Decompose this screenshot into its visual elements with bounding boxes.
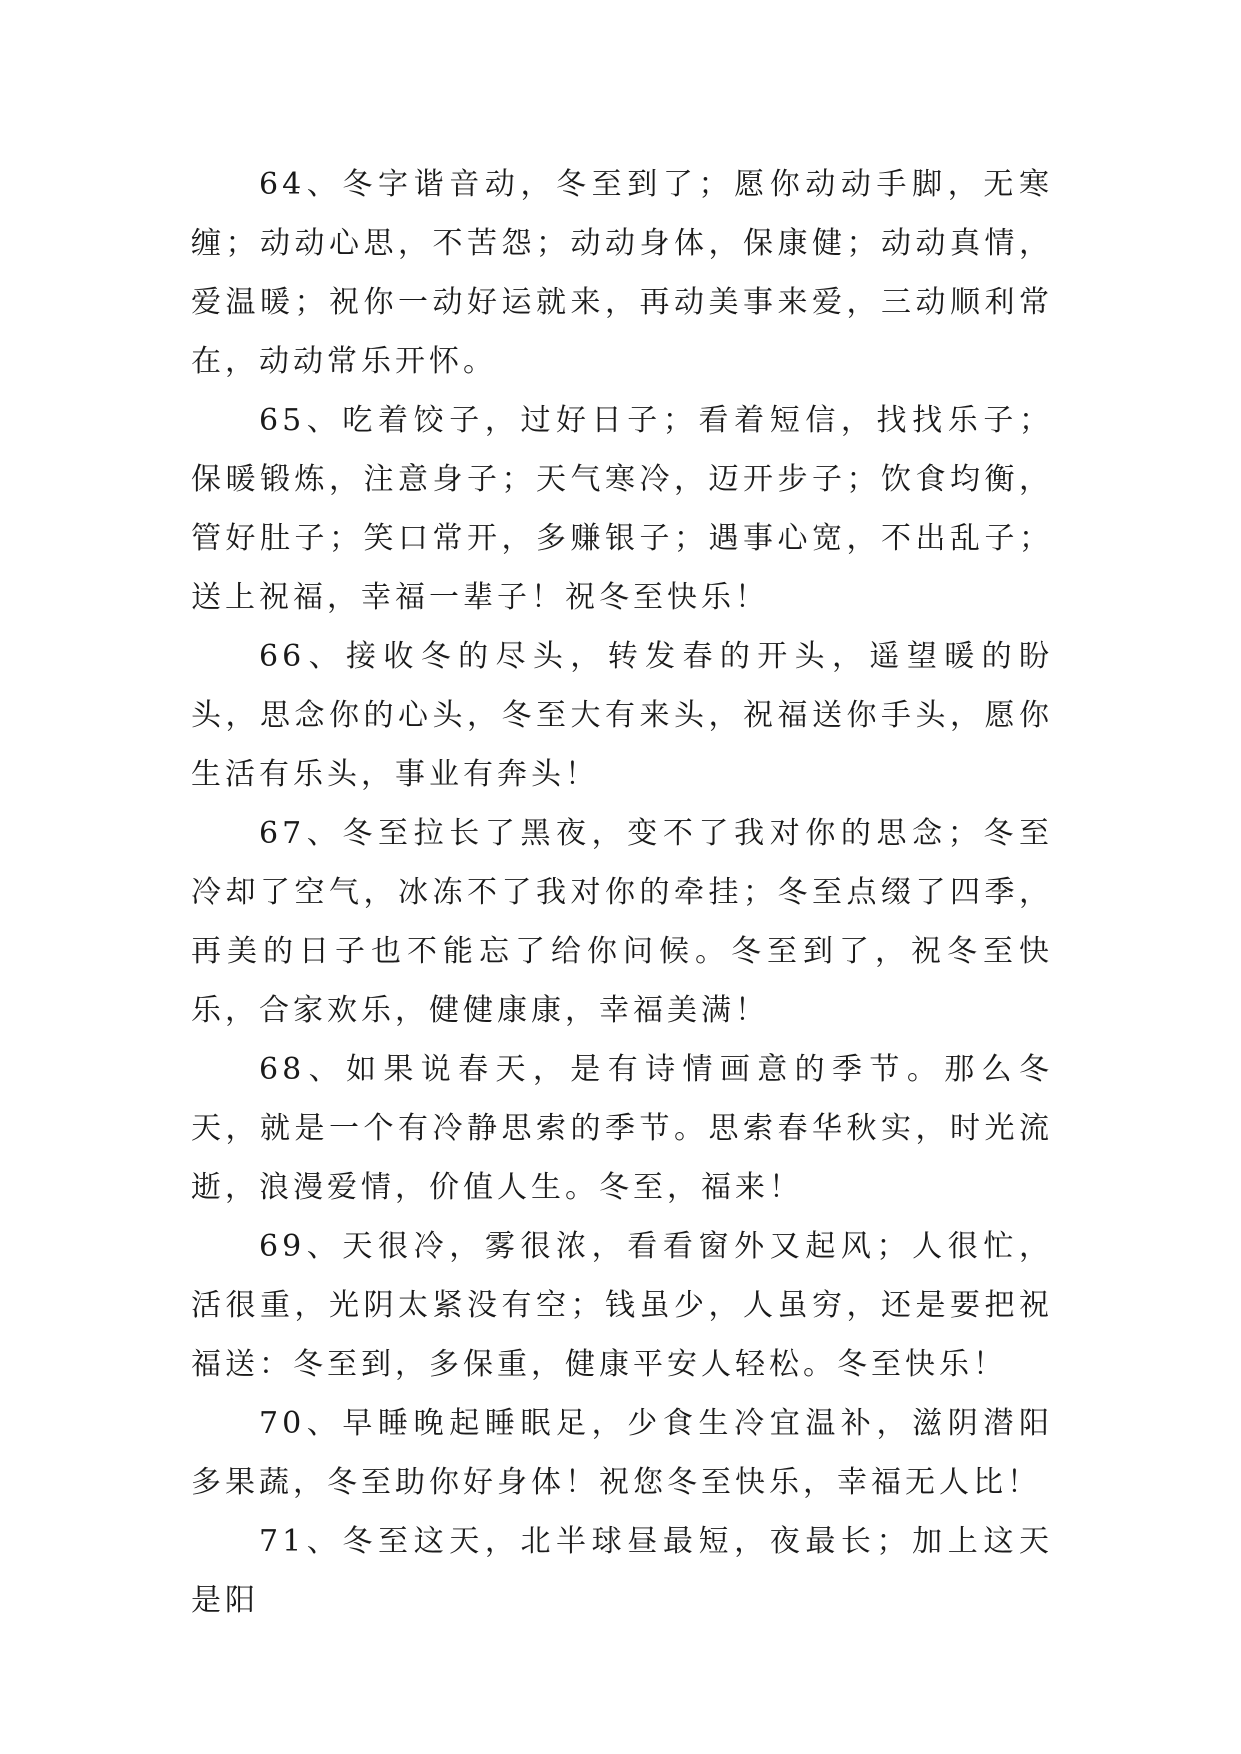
paragraph-65: 65、吃着饺子，过好日子；看着短信，找找乐子；保暖锻炼，注意身子；天气寒冷，迈开步子；饮食均衡，管好肚子；笑口常开，多赚银子；遇事心宽，不出乱子；送上祝福，幸福一辈子！祝冬至快乐！ bbox=[191, 403, 1053, 615]
paragraph-71: 71、冬至这天，北半球昼最短，夜最长；加上这天是阳 bbox=[191, 1524, 1053, 1618]
document-body bbox=[191, 155, 1053, 1630]
paragraph-64: 64、冬字谐音动，冬至到了；愿你动动手脚，无寒缠；动动心思，不苦怨；动动身体，保康健；动动真情，爱温暖；祝你一动好运就来，再动美事来爱，三动顺利常在，动动常乐开怀。 bbox=[191, 167, 1053, 379]
paragraph-66: 66、接收冬的尽头，转发春的开头，遥望暖的盼头，思念你的心头，冬至大有来头，祝福送你手头，愿你生活有乐头，事业有奔头！ bbox=[191, 639, 1053, 792]
paragraph-69: 69、天很冷，雾很浓，看看窗外又起风；人很忙，活很重，光阴太紧没有空；钱虽少，人虽穷，还是要把祝福送：冬至到，多保重，健康平安人轻松。冬至快乐！ bbox=[191, 1229, 1053, 1382]
paragraph-68: 68、如果说春天，是有诗情画意的季节。那么冬天，就是一个有冷静思索的季节。思索春华秋实，时光流逝，浪漫爱情，价值人生。冬至，福来！ bbox=[191, 1052, 1053, 1205]
paragraph-67: 67、冬至拉长了黑夜，变不了我对你的思念；冬至冷却了空气，冰冻不了我对你的牵挂；冬至点缀了四季，再美的日子也不能忘了给你问候。冬至到了，祝冬至快乐，合家欢乐，健健康康，幸福美满！ bbox=[191, 816, 1053, 1028]
paragraph-70: 70、早睡晚起睡眠足，少食生冷宜温补，滋阴潜阳多果蔬，冬至助你好身体！祝您冬至快乐，幸福无人比！ bbox=[191, 1406, 1053, 1500]
